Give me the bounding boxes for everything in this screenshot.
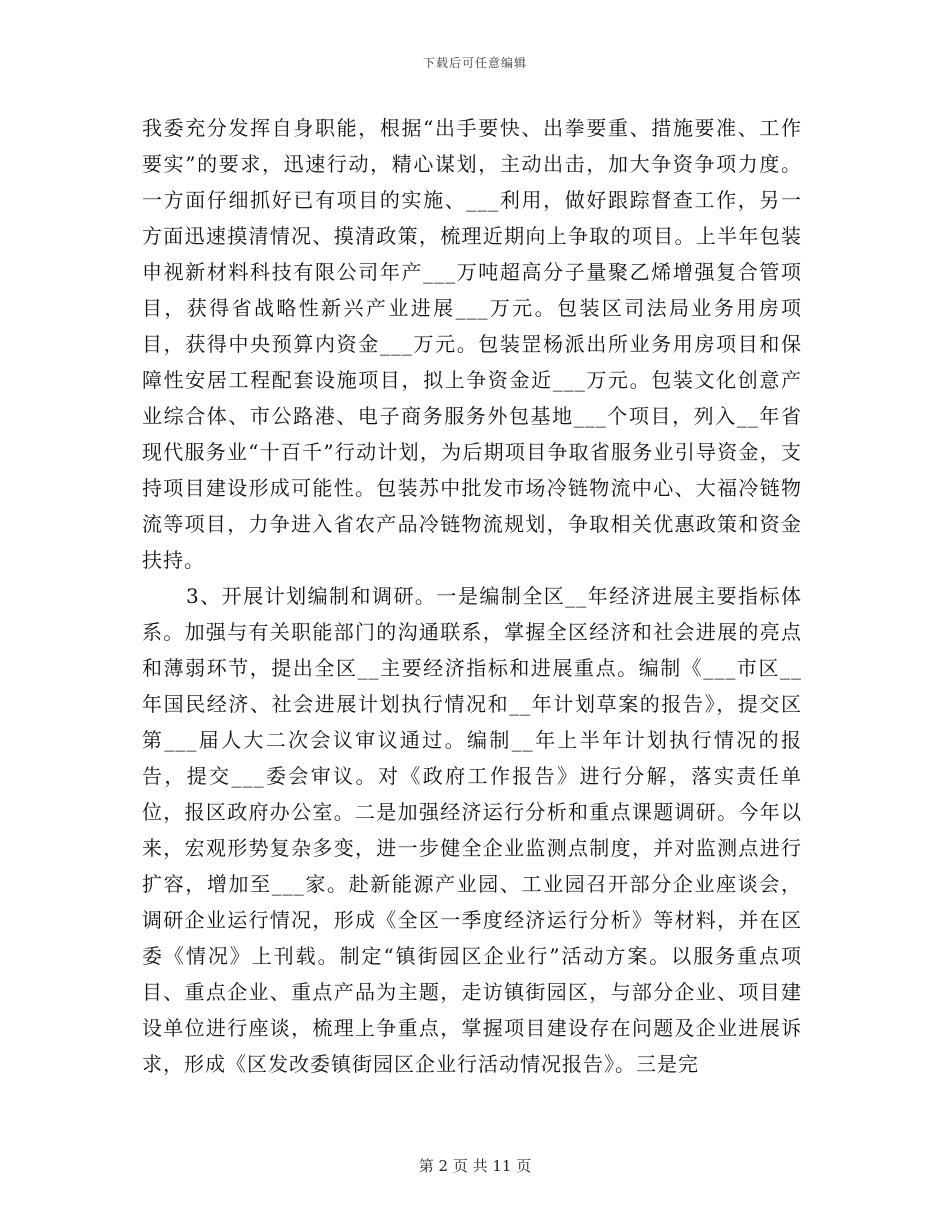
paragraph-planning-research: 3、开展计划编制和调研。一是编制全区__年经济进展主要指标体系。加强与有关职能部门的沟通联系，掌握全区经济和社会进展的亮点和薄弱环节，提出全区__主要经济指标和进展重点。编制《___市区__年国民经济、社会进展计划执行情况和__年计划草案的报告》，提交区第___届人大二次会议审议通过。编制__年上半年计划执行情况的报告，提交___委会审议。对《政府工作报告》进行分解，落实责任单位，报区政府办公室。二是加强经济运行分析和重点课题调研。今年以来，宏观形势复杂多变，进一步健全企业监测点制度，并对监测点进行扩容，增加至___家。赴新能源产业园、工业园召开部分企业座谈会，调研企业运行情况，形成《全区一季度经济运行分析》等材料，并在区委《情况》上刊载。制定“镇街园区企业行”活动方案。以服务重点项目、重点企业、重点产品为主题，走访镇街园区，与部分企业、项目建设单位进行座谈，梳理上争重点，掌握项目建设存在问题及企业进展诉求，形成《区发改委镇街园区企业行活动情况报告》。三是完 [142, 584, 802, 1076]
page-number: 第 2 页 共 11 页 [418, 1157, 532, 1175]
paragraph-project-funding: 我委充分发挥自身职能，根据“出手要快、出拳要重、措施要准、工作要实”的要求，迅速行动，精心谋划，主动出击，加大争资争项力度。一方面仔细抓好已有项目的实施、___利用，做好跟踪督查工作，另一方面迅速摸清情况、摸清政策，梳理近期向上争取的项目。上半年包装申视新材料科技有限公司年产___万吨超高分子量聚乙烯增强复合管项目，获得省战略性新兴产业进展___万元。包装区司法局业务用房项目，获得中央预算内资金___万元。包装罡杨派出所业务用房项目和保障性安居工程配套设施项目，拟上争资金近___万元。包装文化创意产业综合体、市公路港、电子商务服务外包基地___个项目，列入__年省现代服务业“十百千”行动计划，为后期项目争取省服务业引导资金，支持项目建设形成可能性。包装苏中批发市场冷链物流中心、大福冷链物流等项目，力争进入省农产品冷链物流规划，争取相关优惠政策和资金扶持。 [142, 116, 802, 572]
document-body [142, 110, 802, 1082]
page-header: 下载后可任意编辑 [422, 56, 527, 70]
